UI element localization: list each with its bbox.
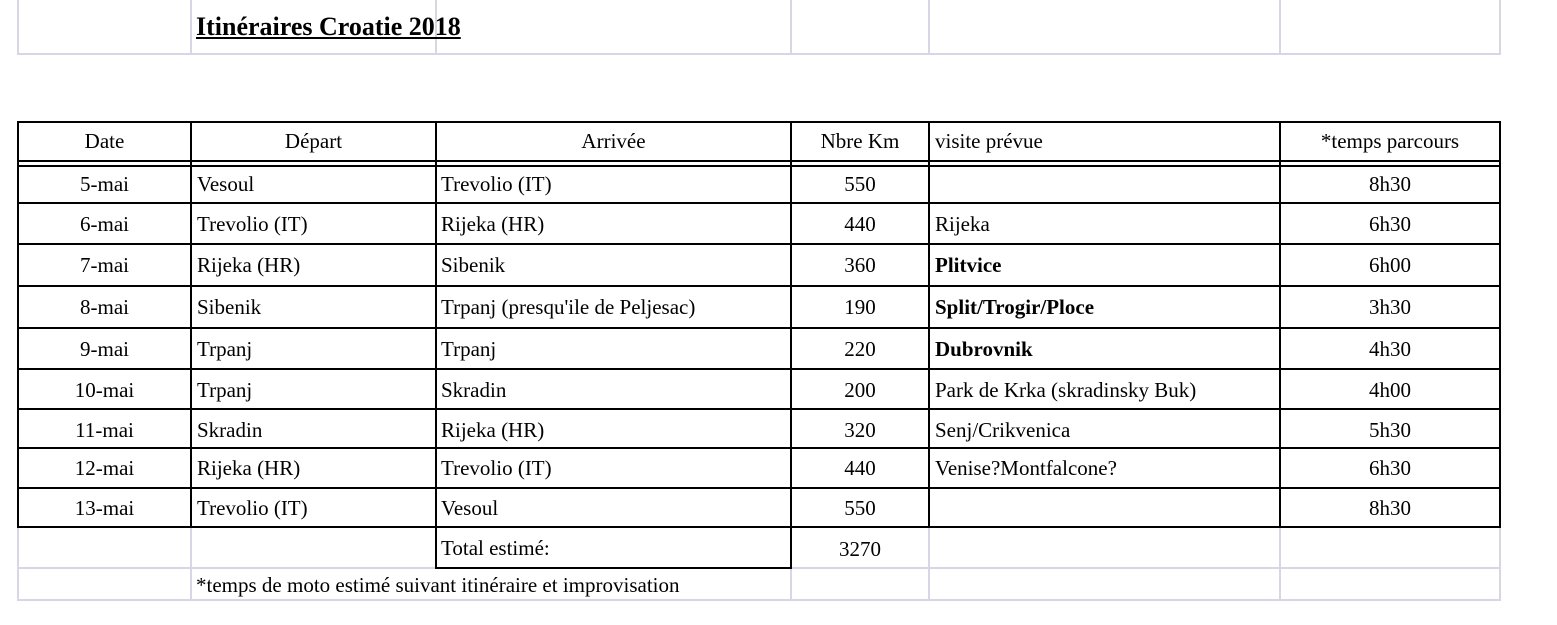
gridline [1279, 0, 1281, 55]
header-km: Nbre Km [820, 129, 900, 153]
table-cell-visite: Venise?Montfalcone? [935, 456, 1117, 480]
table-cell-km: 550 [844, 496, 876, 520]
gridline [17, 567, 437, 569]
table-cell-arrivee: Trevolio (IT) [441, 172, 552, 196]
gridline [1499, 527, 1501, 601]
table-cell-depart: Rijeka (HR) [197, 253, 301, 277]
table-cell-date: 13-mai [74, 496, 135, 520]
table-cell-visite: Rijeka [935, 212, 990, 236]
table-border [928, 121, 930, 528]
gridline [17, 527, 19, 601]
footnote: *temps de moto estimé suivant itinéraire et improvisation [196, 573, 680, 597]
table-border [435, 567, 792, 569]
table-cell-date: 10-mai [74, 378, 135, 402]
table-cell-depart: Vesoul [197, 172, 255, 196]
table-cell-visite: Split/Trogir/Ploce [935, 295, 1095, 319]
gridline [790, 567, 1501, 569]
table-cell-km: 220 [844, 337, 876, 361]
table-cell-depart: Sibenik [197, 295, 262, 319]
gridline [928, 527, 930, 601]
table-cell-visite: Plitvice [935, 253, 1002, 277]
table-cell-temps: 3h30 [1369, 295, 1411, 319]
header-depart: Départ [284, 129, 343, 153]
gridline [790, 0, 792, 55]
gridline [1279, 527, 1281, 601]
table-cell-km: 440 [844, 456, 876, 480]
table-cell-temps: 6h00 [1369, 253, 1411, 277]
table-cell-date: 11-mai [75, 418, 134, 442]
gridline [190, 527, 192, 601]
table-cell-arrivee: Trpanj [441, 337, 497, 361]
table-cell-temps: 5h30 [1369, 418, 1411, 442]
table-cell-arrivee: Rijeka (HR) [441, 212, 545, 236]
table-cell-date: 7-mai [80, 253, 129, 277]
table-cell-depart: Trevolio (IT) [197, 496, 308, 520]
table-cell-temps: 4h30 [1369, 337, 1411, 361]
table-cell-temps: 6h30 [1369, 456, 1411, 480]
table-cell-km: 440 [844, 212, 876, 236]
table-cell-km: 550 [844, 172, 876, 196]
table-cell-arrivee: Vesoul [441, 496, 499, 520]
table-cell-km: 190 [844, 295, 876, 319]
table-cell-depart: Trpanj [197, 378, 253, 402]
total-value: 3270 [839, 537, 881, 561]
gridline [17, 599, 1501, 601]
table-cell-depart: Trpanj [197, 337, 253, 361]
table-cell-depart: Trevolio (IT) [197, 212, 308, 236]
gridline [1499, 0, 1501, 55]
table-cell-temps: 4h00 [1369, 378, 1411, 402]
table-cell-temps: 6h30 [1369, 212, 1411, 236]
table-cell-date: 9-mai [80, 337, 129, 361]
table-border [190, 121, 192, 528]
table-cell-km: 360 [844, 253, 876, 277]
table-border [1499, 121, 1501, 528]
table-cell-date: 12-mai [74, 456, 135, 480]
table-cell-date: 5-mai [80, 172, 129, 196]
table-cell-depart: Skradin [197, 418, 263, 442]
gridline [17, 0, 19, 55]
table-cell-arrivee: Trevolio (IT) [441, 456, 552, 480]
table-cell-depart: Rijeka (HR) [197, 456, 301, 480]
gridline [17, 53, 1501, 55]
page-title: Itinéraires Croatie 2018 [196, 12, 461, 41]
table-cell-arrivee: Rijeka (HR) [441, 418, 545, 442]
header-date: Date [84, 129, 125, 153]
table-cell-visite: Senj/Crikvenica [935, 418, 1071, 442]
gridline [790, 567, 792, 601]
gridline [928, 0, 930, 55]
header-temps: *temps parcours [1320, 129, 1460, 153]
table-cell-temps: 8h30 [1369, 172, 1411, 196]
table-cell-visite: Dubrovnik [935, 337, 1033, 361]
total-label: Total estimé: [441, 536, 550, 560]
table-cell-km: 200 [844, 378, 876, 402]
table-border [435, 121, 437, 569]
table-cell-arrivee: Trpanj (presqu'ile de Peljesac) [441, 295, 696, 319]
table-cell-date: 8-mai [80, 295, 129, 319]
table-cell-km: 320 [844, 418, 876, 442]
header-arrivee: Arrivée [581, 129, 646, 153]
table-cell-arrivee: Skradin [441, 378, 507, 402]
table-cell-temps: 8h30 [1369, 496, 1411, 520]
table-cell-visite: Park de Krka (skradinsky Buk) [935, 378, 1197, 402]
table-cell-arrivee: Sibenik [441, 253, 506, 277]
table-cell-date: 6-mai [80, 212, 129, 236]
header-visite: visite prévue [935, 129, 1043, 153]
gridline [190, 0, 192, 55]
